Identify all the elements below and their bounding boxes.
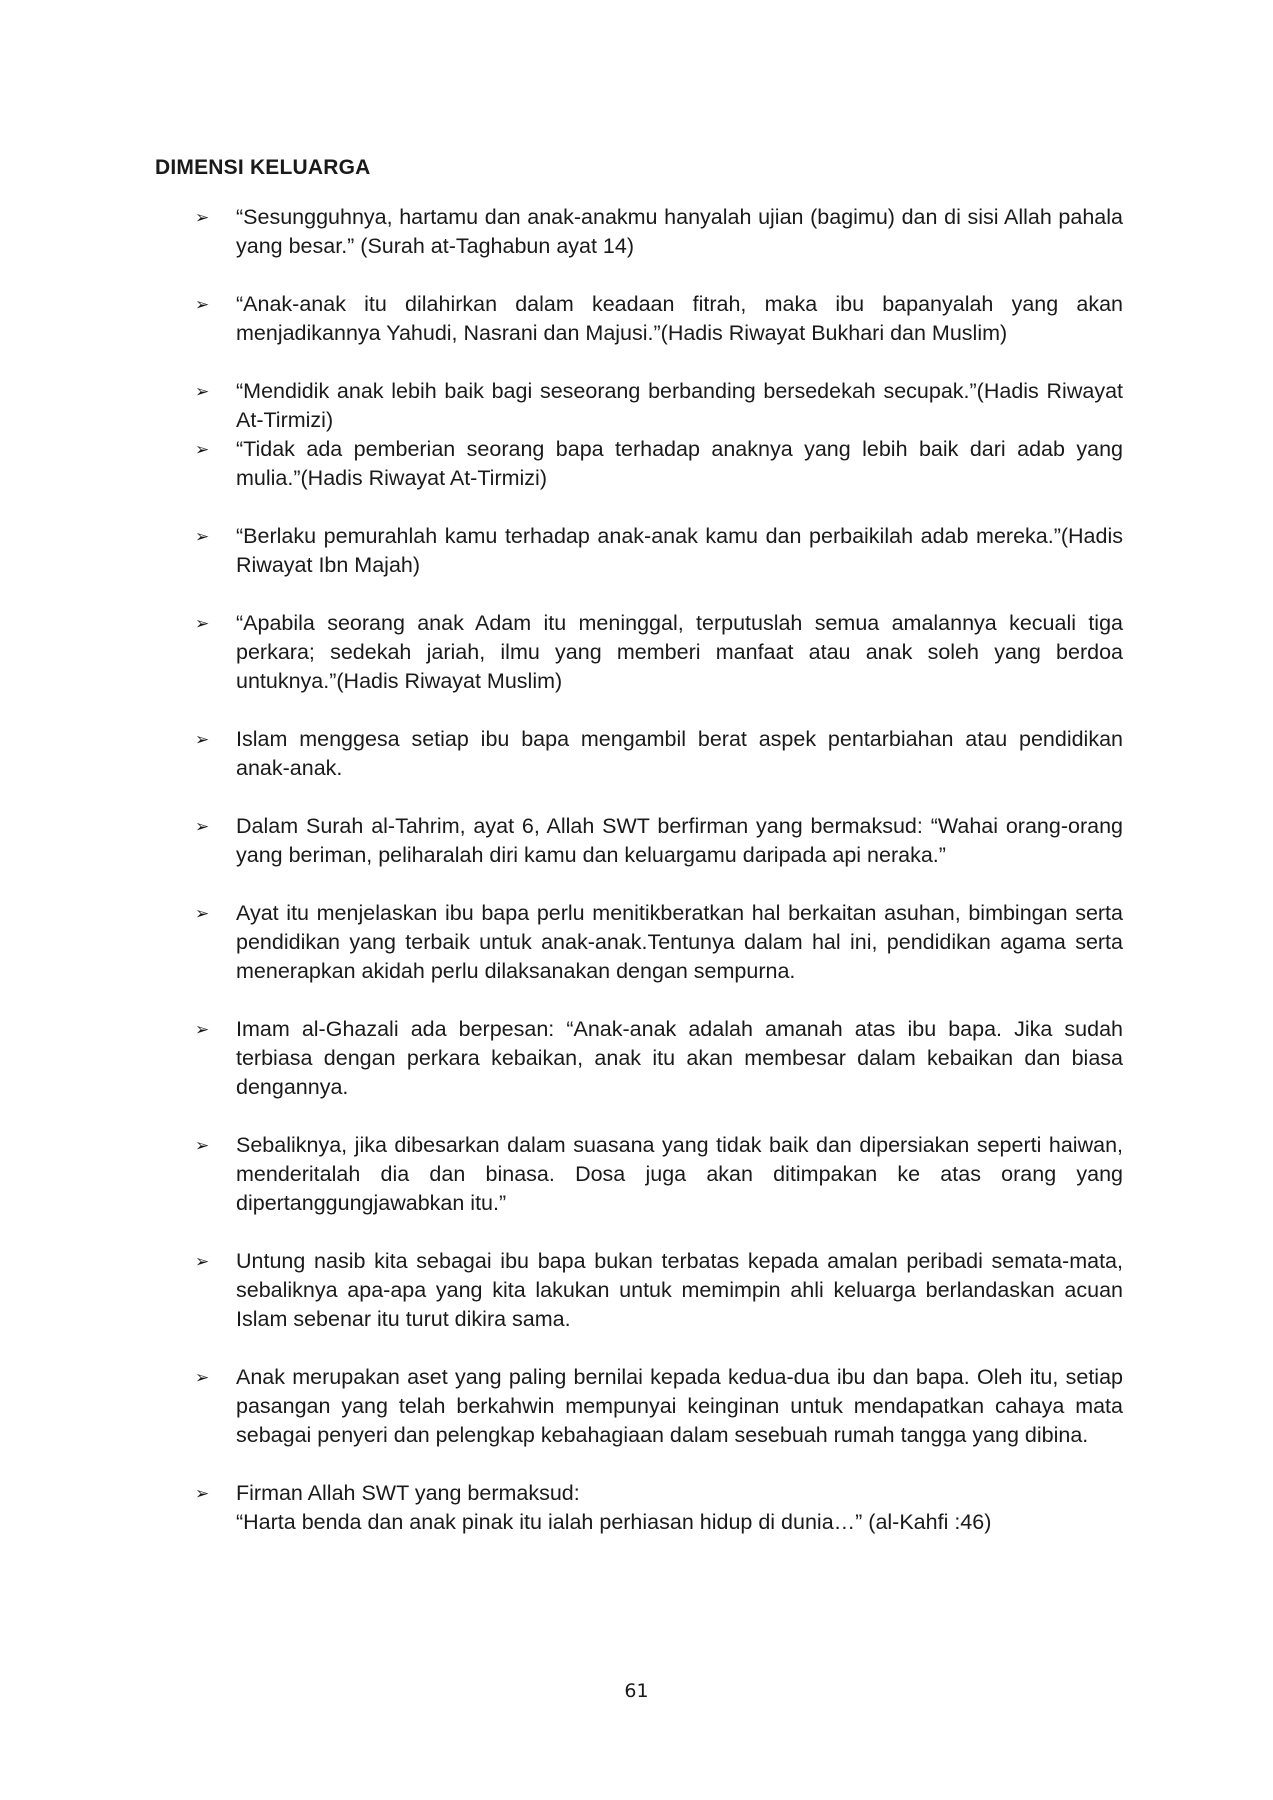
quote-line: “Harta benda dan anak pinak itu ialah perhiasan hidup di dunia…” (al-Kahfi :46) (236, 1510, 992, 1534)
arrow-bullet-icon: ➢ (195, 295, 210, 314)
list-item (155, 1131, 1123, 1218)
list-item-text: “Anak-anak itu dilahirkan dalam keadaan fitrah, maka ibu bapanyalah yang akan menjadikannya Yahudi, Nasrani dan Majusi.”(Hadis Riwayat Bukhari dan Muslim) (236, 292, 1123, 345)
arrow-bullet-icon: ➢ (195, 1484, 210, 1503)
list-item-text (236, 1479, 1123, 1537)
list-item-text: Ayat itu menjelaskan ibu bapa perlu menitikberatkan hal berkaitan asuhan, bimbingan serta pendidikan yang terbaik untuk anak-anak.Tentunya dalam hal ini, pendidikan agama serta menerapkan akidah perlu dilaksanakan dengan sempurna. (236, 901, 1123, 983)
bullet-list (155, 203, 1123, 1537)
arrow-bullet-icon: ➢ (195, 904, 210, 923)
list-item (155, 1015, 1123, 1102)
list-item-text: “Berlaku pemurahlah kamu terhadap anak-anak kamu dan perbaikilah adab mereka.”(Hadis Riwayat Ibn Majah) (236, 524, 1123, 577)
arrow-bullet-icon: ➢ (195, 527, 210, 546)
list-item (155, 1479, 1123, 1537)
list-item-line: Firman Allah SWT yang bermaksud: (236, 1481, 580, 1505)
arrow-bullet-icon: ➢ (195, 817, 210, 836)
arrow-bullet-icon: ➢ (195, 730, 210, 749)
list-item-text: Dalam Surah al-Tahrim, ayat 6, Allah SWT berfirman yang bermaksud: “Wahai orang-orang yang beriman, peliharalah diri kamu dan keluargamu daripada api neraka.” (236, 814, 1123, 867)
list-item (155, 1247, 1123, 1334)
list-item-text: “Sesungguhnya, hartamu dan anak-anakmu hanyalah ujian (bagimu) dan di sisi Allah pahala yang besar.” (Surah at-Taghabun ayat 14) (236, 205, 1123, 258)
list-item-text: “Apabila seorang anak Adam itu meninggal, terputuslah semua amalannya kecuali tiga perkara; sedekah jariah, ilmu yang memberi manfaat atau anak soleh yang berdoa untuknya.”(Hadis Riwayat Muslim) (236, 611, 1123, 693)
list-item-text: Anak merupakan aset yang paling bernilai kepada kedua-dua ibu dan bapa. Oleh itu, setiap pasangan yang telah berkahwin mempunyai keinginan untuk mendapatkan cahaya mata sebagai penyeri dan pelengkap kebahagiaan dalam sesebuah rumah tangga yang dibina. (236, 1365, 1123, 1447)
list-item-text: “Tidak ada pemberian seorang bapa terhadap anaknya yang lebih baik dari adab yang mulia.”(Hadis Riwayat At-Tirmizi) (236, 437, 1123, 490)
list-item-text: Untung nasib kita sebagai ibu bapa bukan terbatas kepada amalan peribadi semata-mata, sebaliknya apa-apa yang kita lakukan untuk memimpin ahli keluarga berlandaskan acuan Islam sebenar itu turut dikira sama. (236, 1249, 1123, 1331)
list-item (155, 812, 1123, 870)
list-item-text: Sebaliknya, jika dibesarkan dalam suasana yang tidak baik dan dipersiakan seperti haiwan, menderitalah dia dan binasa. Dosa juga akan ditimpakan ke atas orang yang dipertanggungjawabkan itu.” (236, 1133, 1123, 1215)
list-item (155, 725, 1123, 783)
list-item (155, 899, 1123, 986)
list-item-text: “Mendidik anak lebih baik bagi seseorang berbanding bersedekah secupak.”(Hadis Riwayat At-Tirmizi) (236, 379, 1123, 432)
arrow-bullet-icon: ➢ (195, 1136, 210, 1155)
arrow-bullet-icon: ➢ (195, 1368, 210, 1387)
list-item (155, 1363, 1123, 1450)
list-item (155, 203, 1123, 261)
arrow-bullet-icon: ➢ (195, 1020, 210, 1039)
section-heading: DIMENSI KELUARGA (155, 156, 371, 179)
page-number: 61 (624, 1680, 649, 1702)
arrow-bullet-icon: ➢ (195, 208, 210, 227)
list-item (155, 290, 1123, 348)
arrow-bullet-icon: ➢ (195, 440, 210, 459)
list-item (155, 435, 1123, 493)
arrow-bullet-icon: ➢ (195, 382, 210, 401)
arrow-bullet-icon: ➢ (195, 1252, 210, 1271)
list-item (155, 522, 1123, 580)
list-item (155, 377, 1123, 435)
list-item (155, 609, 1123, 696)
arrow-bullet-icon: ➢ (195, 614, 210, 633)
list-item-text: Islam menggesa setiap ibu bapa mengambil berat aspek pentarbiahan atau pendidikan anak-anak. (236, 727, 1123, 780)
list-item-text: Imam al-Ghazali ada berpesan: “Anak-anak adalah amanah atas ibu bapa. Jika sudah terbiasa dengan perkara kebaikan, anak itu akan membesar dalam kebaikan dan biasa dengannya. (236, 1017, 1123, 1099)
